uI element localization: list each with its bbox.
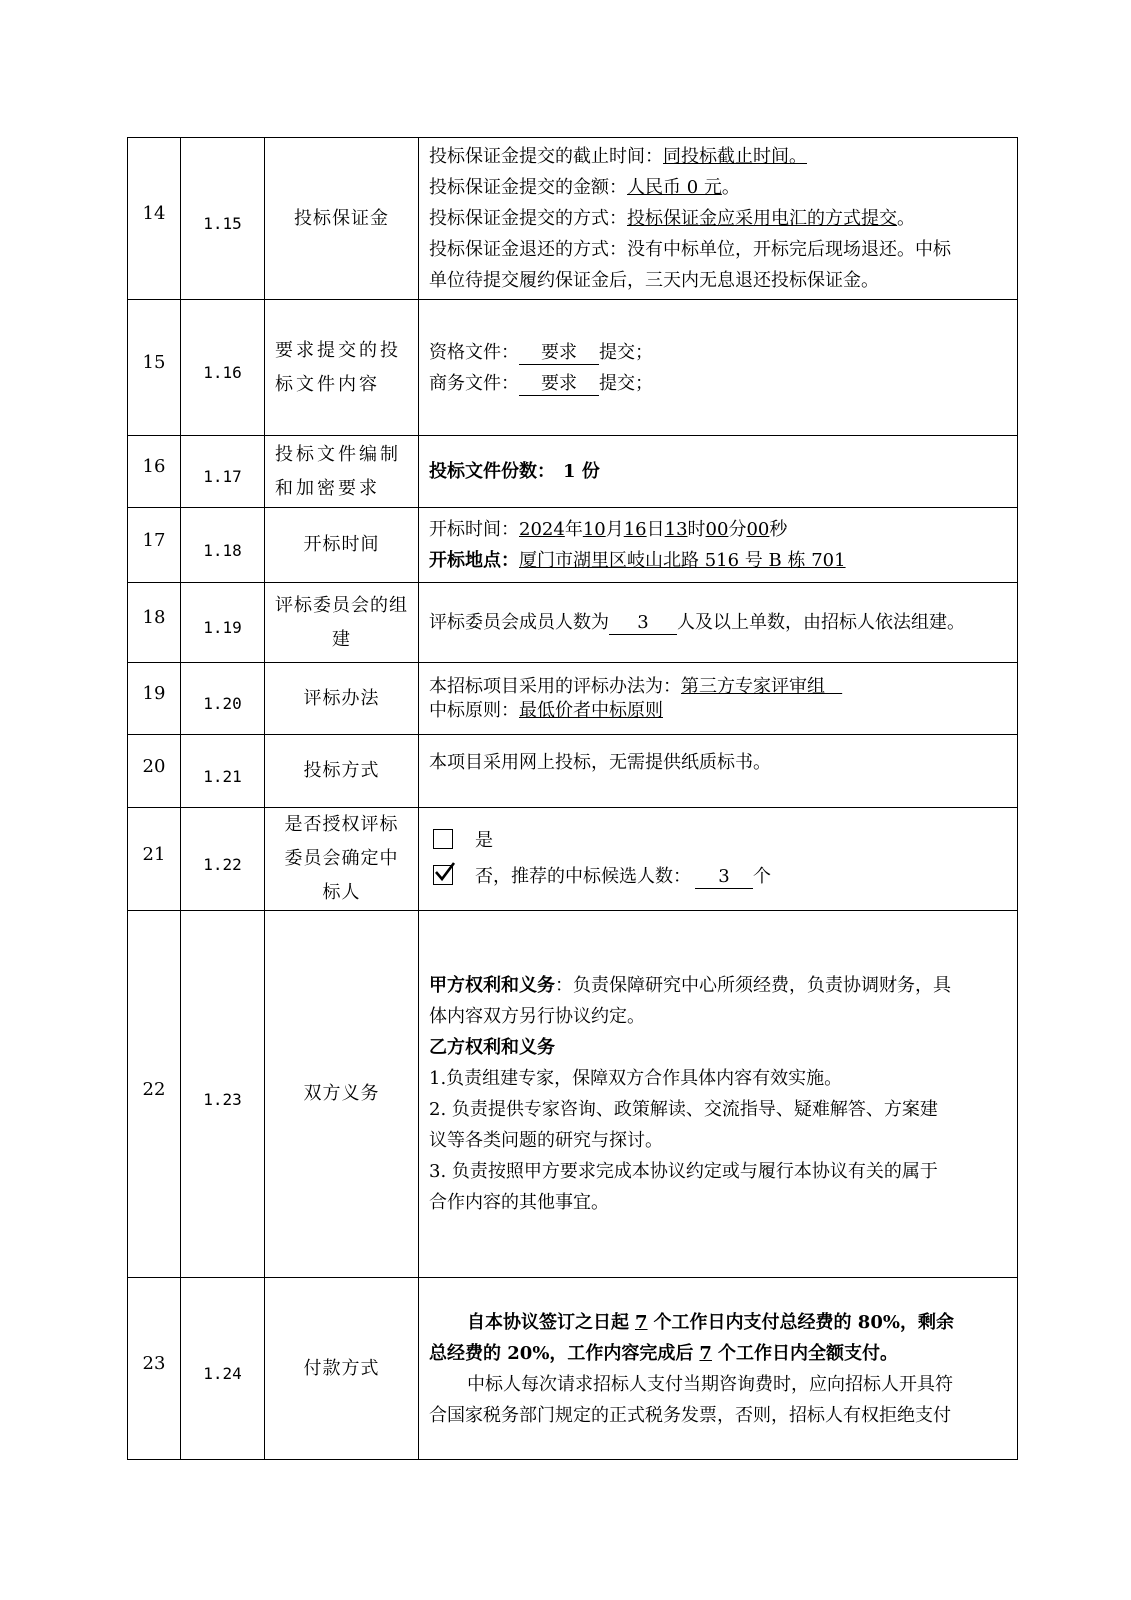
table-row xyxy=(128,300,1018,436)
row-number: 22 xyxy=(128,911,181,1278)
row-content xyxy=(419,508,1018,583)
content-line xyxy=(429,368,1007,399)
row-content xyxy=(419,436,1018,508)
content-line xyxy=(429,607,1007,638)
content-line: 单位待提交履约保证金后，三天内无息退还投标保证金。 xyxy=(429,270,879,291)
row-label xyxy=(265,508,419,583)
line-suffix: 。 xyxy=(721,177,740,198)
line-value: 1 份 xyxy=(563,461,600,482)
line-prefix: 中标原则： xyxy=(429,699,519,721)
content-line: 投标保证金退还的方式：没有中标单位，开标完后现场退还。中标 xyxy=(429,239,951,260)
line-value: 同投标截止时间。 xyxy=(663,146,807,167)
row-label-text: 双方义务 xyxy=(303,1083,380,1104)
row-label xyxy=(265,911,419,1278)
line-value: 厦门市湖里区岐山北路 516 号 B 栋 701 xyxy=(519,550,846,571)
row-number: 17 xyxy=(128,508,181,583)
content-line xyxy=(429,203,1007,234)
line-suffix: 。 xyxy=(897,208,915,229)
content-line xyxy=(429,141,1007,172)
content-line xyxy=(429,699,1007,723)
row-label-line: 和加密要求 xyxy=(275,477,380,499)
line-heading: 甲方权利和义务 xyxy=(429,975,555,996)
content-line xyxy=(429,1307,1007,1338)
content-line xyxy=(429,1338,1007,1369)
row-content xyxy=(419,138,1018,300)
content-line: 中标人每次请求招标人支付当期咨询费时，应向招标人开具符 xyxy=(467,1373,953,1395)
row-number: 14 xyxy=(128,138,181,300)
row-label-text: 投标保证金 xyxy=(294,207,389,229)
table-row xyxy=(128,138,1018,300)
line-prefix: 开标地点： xyxy=(429,550,519,571)
check-icon xyxy=(433,861,457,885)
line-text: 个工作日内全额支付。 xyxy=(717,1342,898,1364)
clause-number: 1.16 xyxy=(181,300,265,436)
row-label-line: 评标委员会的组 xyxy=(275,594,408,616)
bid-info-table xyxy=(127,137,1018,1460)
content-line: 合国家税务部门规定的正式税务发票，否则，招标人有权拒绝支付 xyxy=(429,1404,951,1426)
row-label-line: 委员会确定中 xyxy=(284,848,399,869)
row-label xyxy=(265,808,419,911)
option-yes xyxy=(433,823,1007,859)
row-label-text: 投标方式 xyxy=(303,760,380,781)
line-prefix: 资格文件： xyxy=(429,341,519,363)
line-prefix: 本招标项目采用的评标办法为： xyxy=(429,675,681,697)
content-line: 本项目采用网上投标，无需提供纸质标书。 xyxy=(429,752,771,773)
clause-number: 1.15 xyxy=(181,138,265,300)
line-value: 要求 xyxy=(519,373,599,396)
line-text: ：负责保障研究中心所须经费，负责协调财务，具 xyxy=(555,975,951,996)
table-row xyxy=(128,583,1018,663)
row-number: 20 xyxy=(128,735,181,808)
line-value: 要求 xyxy=(519,342,599,365)
option-value: 3 xyxy=(695,866,753,889)
open-day: 16 xyxy=(623,519,647,540)
clause-number: 1.17 xyxy=(181,436,265,508)
clause-number: 1.19 xyxy=(181,583,265,663)
line-prefix: 投标保证金提交的金额： xyxy=(429,177,627,198)
line-suffix: 提交； xyxy=(599,341,653,363)
row-label-line: 标文件内容 xyxy=(275,373,380,395)
line-prefix: 开标时间： xyxy=(429,519,519,540)
row-label-line: 建 xyxy=(332,628,351,650)
content-line: 3. 负责按照甲方要求完成本协议约定或与履行本协议有关的属于 xyxy=(429,1161,938,1182)
content-line xyxy=(429,172,1007,203)
row-number: 16 xyxy=(128,436,181,508)
unit-month: 月 xyxy=(605,519,624,540)
unit-year: 年 xyxy=(564,519,583,540)
content-line xyxy=(429,337,1007,368)
content-line: 体内容双方另行协议约定。 xyxy=(429,1006,645,1027)
row-content xyxy=(419,583,1018,663)
row-label xyxy=(265,583,419,663)
row-content xyxy=(419,911,1018,1278)
row-number: 23 xyxy=(128,1278,181,1460)
table-row xyxy=(128,1278,1018,1460)
row-label xyxy=(265,735,419,808)
clause-number: 1.24 xyxy=(181,1278,265,1460)
line-text: 总经费的 20%，工作内容完成后 xyxy=(429,1342,694,1364)
content-line xyxy=(429,675,1007,699)
row-label xyxy=(265,436,419,508)
row-content xyxy=(419,300,1018,436)
row-label xyxy=(265,300,419,436)
open-hour: 13 xyxy=(664,519,688,540)
clause-number: 1.18 xyxy=(181,508,265,583)
line-prefix: 商务文件： xyxy=(429,372,519,394)
row-label xyxy=(265,138,419,300)
option-suffix: 个 xyxy=(753,866,771,887)
row-label-line: 标人 xyxy=(322,882,361,903)
checkbox-unchecked[interactable] xyxy=(433,829,453,849)
line-value: 7 xyxy=(635,1311,648,1333)
unit-second: 秒 xyxy=(769,519,788,540)
content-line xyxy=(429,545,1007,576)
row-label xyxy=(265,663,419,735)
content-line xyxy=(429,514,1007,545)
table-row xyxy=(128,808,1018,911)
checkbox-checked[interactable] xyxy=(433,865,453,885)
line-suffix: 提交； xyxy=(599,372,653,394)
row-label-line: 投标文件编制 xyxy=(275,443,401,465)
line-value: 最低价者中标原则 xyxy=(519,699,663,721)
content-line xyxy=(429,456,1007,487)
open-minute: 00 xyxy=(705,519,729,540)
row-label-text: 开标时间 xyxy=(303,534,380,555)
row-content xyxy=(419,808,1018,911)
row-label-text: 付款方式 xyxy=(303,1357,380,1379)
line-value: 3 xyxy=(609,612,677,635)
content-line: 1.负责组建专家，保障双方合作具体内容有效实施。 xyxy=(429,1068,843,1089)
unit-minute: 分 xyxy=(728,519,747,540)
row-content xyxy=(419,663,1018,735)
row-label-line: 是否授权评标 xyxy=(284,814,399,835)
line-value: 7 xyxy=(699,1342,712,1364)
clause-number: 1.23 xyxy=(181,911,265,1278)
content-line: 议等各类问题的研究与探讨。 xyxy=(429,1130,663,1151)
table-row xyxy=(128,735,1018,808)
content-line: 2. 负责提供专家咨询、政策解读、交流指导、疑难解答、方案建 xyxy=(429,1099,938,1120)
clause-number: 1.21 xyxy=(181,735,265,808)
open-second: 00 xyxy=(746,519,770,540)
row-number: 19 xyxy=(128,663,181,735)
clause-number: 1.22 xyxy=(181,808,265,911)
option-no xyxy=(433,859,1007,895)
content-line: 合作内容的其他事宜。 xyxy=(429,1192,609,1213)
line-prefix: 投标保证金提交的方式： xyxy=(429,208,627,229)
option-label: 否，推荐的中标候选人数： xyxy=(475,866,691,887)
table-row xyxy=(128,508,1018,583)
line-suffix: 人及以上单数，由招标人依法组建。 xyxy=(677,612,965,633)
row-label-line: 要求提交的投 xyxy=(275,339,401,361)
content-line: 乙方权利和义务 xyxy=(429,1037,555,1058)
option-label: 是 xyxy=(475,830,493,851)
row-label xyxy=(265,1278,419,1460)
unit-hour: 时 xyxy=(687,519,706,540)
line-prefix: 评标委员会成员人数为 xyxy=(429,612,609,633)
line-value: 投标保证金应采用电汇的方式提交 xyxy=(627,208,897,229)
line-prefix: 投标保证金提交的截止时间： xyxy=(429,146,663,167)
row-label-text: 评标办法 xyxy=(303,687,380,709)
underline-pad xyxy=(825,676,842,697)
unit-day: 日 xyxy=(646,519,665,540)
row-number: 15 xyxy=(128,300,181,436)
row-number: 21 xyxy=(128,808,181,911)
row-content xyxy=(419,1278,1018,1460)
clause-number: 1.20 xyxy=(181,663,265,735)
line-text: 个工作日内支付总经费的 80%，剩余 xyxy=(653,1311,954,1333)
open-year: 2024 xyxy=(519,519,565,540)
line-prefix: 投标文件份数： xyxy=(429,461,555,482)
row-number: 18 xyxy=(128,583,181,663)
line-value: 人民币 0 元 xyxy=(627,177,722,198)
table-row xyxy=(128,436,1018,508)
line-text: 自本协议签订之日起 xyxy=(467,1311,629,1333)
line-value: 第三方专家评审组 xyxy=(681,675,825,697)
content-line xyxy=(429,970,1007,1001)
table-row xyxy=(128,911,1018,1278)
open-month: 10 xyxy=(582,519,606,540)
table-row xyxy=(128,663,1018,735)
row-content xyxy=(419,735,1018,808)
